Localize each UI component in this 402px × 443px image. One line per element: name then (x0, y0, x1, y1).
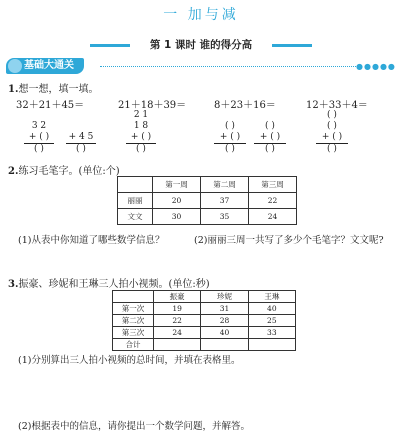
q1-calc-b: 2 1 1 8 + ( ) ( ) (126, 110, 156, 155)
q2-prompt: 练习毛笔字。(单位:个) (18, 166, 120, 177)
q3-sub1: (1)分别算出三人拍小视频的总时间，并填在表格里。 (18, 355, 241, 366)
q1-calc-a2: + 4 5 ( ) (66, 132, 96, 155)
q1-equation-b: 21＋18＋39＝ (118, 100, 187, 111)
q3-table-header: 振豪 珍妮 王琳 (113, 291, 296, 303)
q1-calc-c2: ( ) + ( ) ( ) (254, 121, 286, 155)
q3-sub2: (2)根据表中的信息，请你提出一个数学问题，并解答。 (18, 421, 250, 432)
q2-table (117, 176, 297, 225)
section-badge-label: 基础大通关 (24, 60, 74, 71)
table-row: 第一次 19 31 40 (113, 303, 296, 315)
q1-equation-c: 8＋23＋16＝ (214, 100, 276, 111)
globe-icon (8, 59, 22, 73)
q1-calc-a1: 3 2 + ( ) ( ) (24, 121, 54, 155)
q3-table (112, 290, 296, 351)
section-divider (100, 66, 360, 67)
table-row: 文文 30 35 24 (118, 209, 297, 225)
table-row: 第二次 22 28 25 (113, 315, 296, 327)
table-row-total: 合计 (113, 339, 296, 351)
q2-sub2: (2)丽丽三周一共写了多少个毛笔字？文文呢? (194, 235, 384, 246)
lesson-title: 第 1 课时 谁的得分高 (144, 39, 258, 51)
table-row: 第三次 24 40 33 (113, 327, 296, 339)
total-cell[interactable] (201, 339, 248, 351)
section-badge (6, 58, 84, 74)
dots-decor: ●●●●● (356, 62, 396, 71)
q1-equation-a: 32＋21＋45＝ (16, 100, 85, 111)
q1-equation-d: 12＋33＋4＝ (306, 100, 368, 111)
unit-title: 一 加与减 (163, 7, 239, 23)
total-cell[interactable] (248, 339, 295, 351)
q1-calc-c1: ( ) + ( ) ( ) (214, 121, 246, 155)
q1-calc-d: ( ) ( ) + ( ) ( ) (316, 110, 348, 155)
q2-table-header: 第一周 第二周 第三周 (118, 177, 297, 193)
lesson-title-bar (90, 38, 312, 52)
q2-heading: 2.练习毛笔字。(单位:个) (8, 166, 120, 177)
q3-prompt: 振豪、珍妮和王琳三人拍小视频。(单位:秒) (18, 279, 210, 290)
q1-prompt: 想一想，填一填。 (18, 84, 99, 95)
q2-sub1: (1)从表中你知道了哪些数学信息？ (18, 235, 165, 246)
q1-heading: 1.想一想，填一填。 (8, 84, 99, 95)
total-cell[interactable] (154, 339, 201, 351)
table-row: 丽丽 20 37 22 (118, 193, 297, 209)
q3-heading: 3.振豪、珍妮和王琳三人拍小视频。(单位:秒) (8, 279, 210, 290)
